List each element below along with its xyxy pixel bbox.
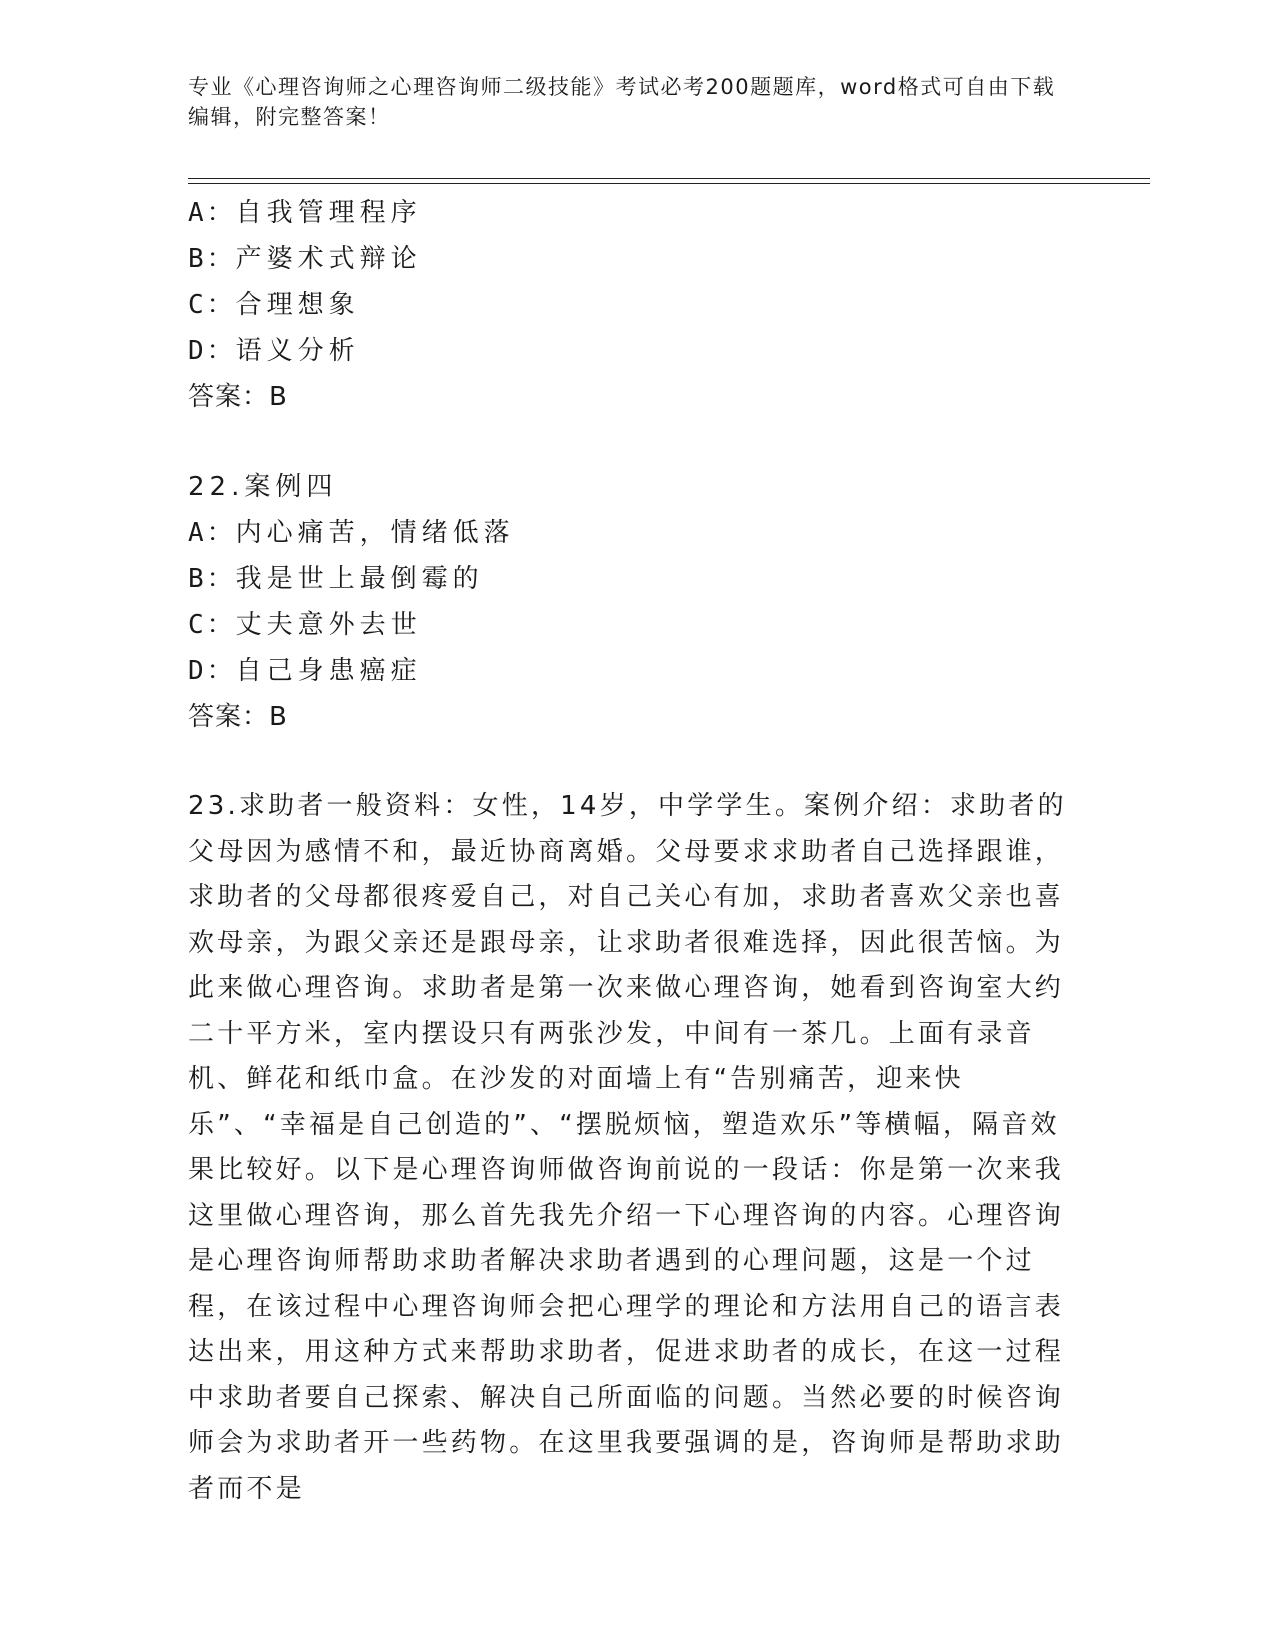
option-text: 合理想象: [235, 290, 360, 320]
question-23-paragraph: 23.求助者一般资料：女性，14岁，中学学生。案例介绍：求助者的父母因为感情不和，最近协商离婚。父母要求求助者自己选择跟谁，求助者的父母都很疼爱自己，对自己关心有加，求助者喜欢父亲也喜欢母亲，为跟父亲还是跟母亲，让求助者很难选择，因此很苦恼。为此来做心理咨询。求助者是第一次来做心理咨询，她看到咨询室大约二十平方米，室内摆设只有两张沙发，中间有一茶几。上面有录音机、鲜花和纸巾盒。在沙发的对面墙上有“告别痛苦，迎来快乐”、“幸福是自己创造的”、“摆脱烦恼，塑造欢乐”等横幅，隔音效果比较好。以下是心理咨询师做咨询前说的一段话：你是第一次来我这里做心理咨询，那么首先我先介绍一下心理咨询的内容。心理咨询是心理咨询师帮助求助者解决求助者遇到的心理问题，这是一个过程，在该过程中心理咨询师会把心理学的理论和方法用自己的语言表达出来，用这种方式来帮助求助者，促进求助者的成长，在这一过程中求助者要自己探索、解决自己所面临的问题。当然必要的时候咨询师会为求助者开一些药物。在这里我要强调的是，咨询师是帮助求助者而不是: [188, 791, 1067, 1504]
question-21-block: [188, 190, 1088, 420]
document-header: 专业《心理咨询师之心理咨询师二级技能》考试必考200题题库，word格式可自由下载编辑，附完整答案！: [188, 75, 1056, 129]
option-letter: A：: [188, 518, 236, 548]
header-divider-bottom: [188, 183, 1150, 184]
question-title: 22.案例四: [188, 472, 338, 502]
option-c: [188, 282, 1088, 328]
option-text: 我是世上最倒霉的: [235, 564, 484, 594]
option-text: 自己身患癌症: [235, 656, 422, 686]
option-text: 内心痛苦，情绪低落: [235, 518, 515, 548]
document-body: [188, 190, 1088, 1512]
option-letter: C：: [188, 610, 236, 640]
option-b: [188, 556, 1088, 602]
option-letter: B：: [188, 564, 236, 594]
option-d: [188, 328, 1088, 374]
option-text: 自我管理程序: [235, 198, 422, 228]
option-b: [188, 236, 1088, 282]
option-letter: A：: [188, 198, 236, 228]
option-letter: D：: [188, 336, 236, 366]
option-letter: D：: [188, 656, 236, 686]
option-text: 丈夫意外去世: [235, 610, 422, 640]
answer-line: 答案：B: [188, 382, 288, 412]
header-divider-top: [188, 178, 1150, 179]
option-a: [188, 510, 1088, 556]
spacer: [188, 740, 1088, 784]
option-text: 产婆术式辩论: [235, 244, 422, 274]
spacer: [188, 420, 1088, 464]
option-c: [188, 602, 1088, 648]
option-letter: C：: [188, 290, 236, 320]
answer-line: 答案：B: [188, 702, 288, 732]
option-text: 语义分析: [235, 336, 360, 366]
option-d: [188, 648, 1088, 694]
option-a: [188, 190, 1088, 236]
option-letter: B：: [188, 244, 236, 274]
question-22-block: [188, 464, 1088, 740]
